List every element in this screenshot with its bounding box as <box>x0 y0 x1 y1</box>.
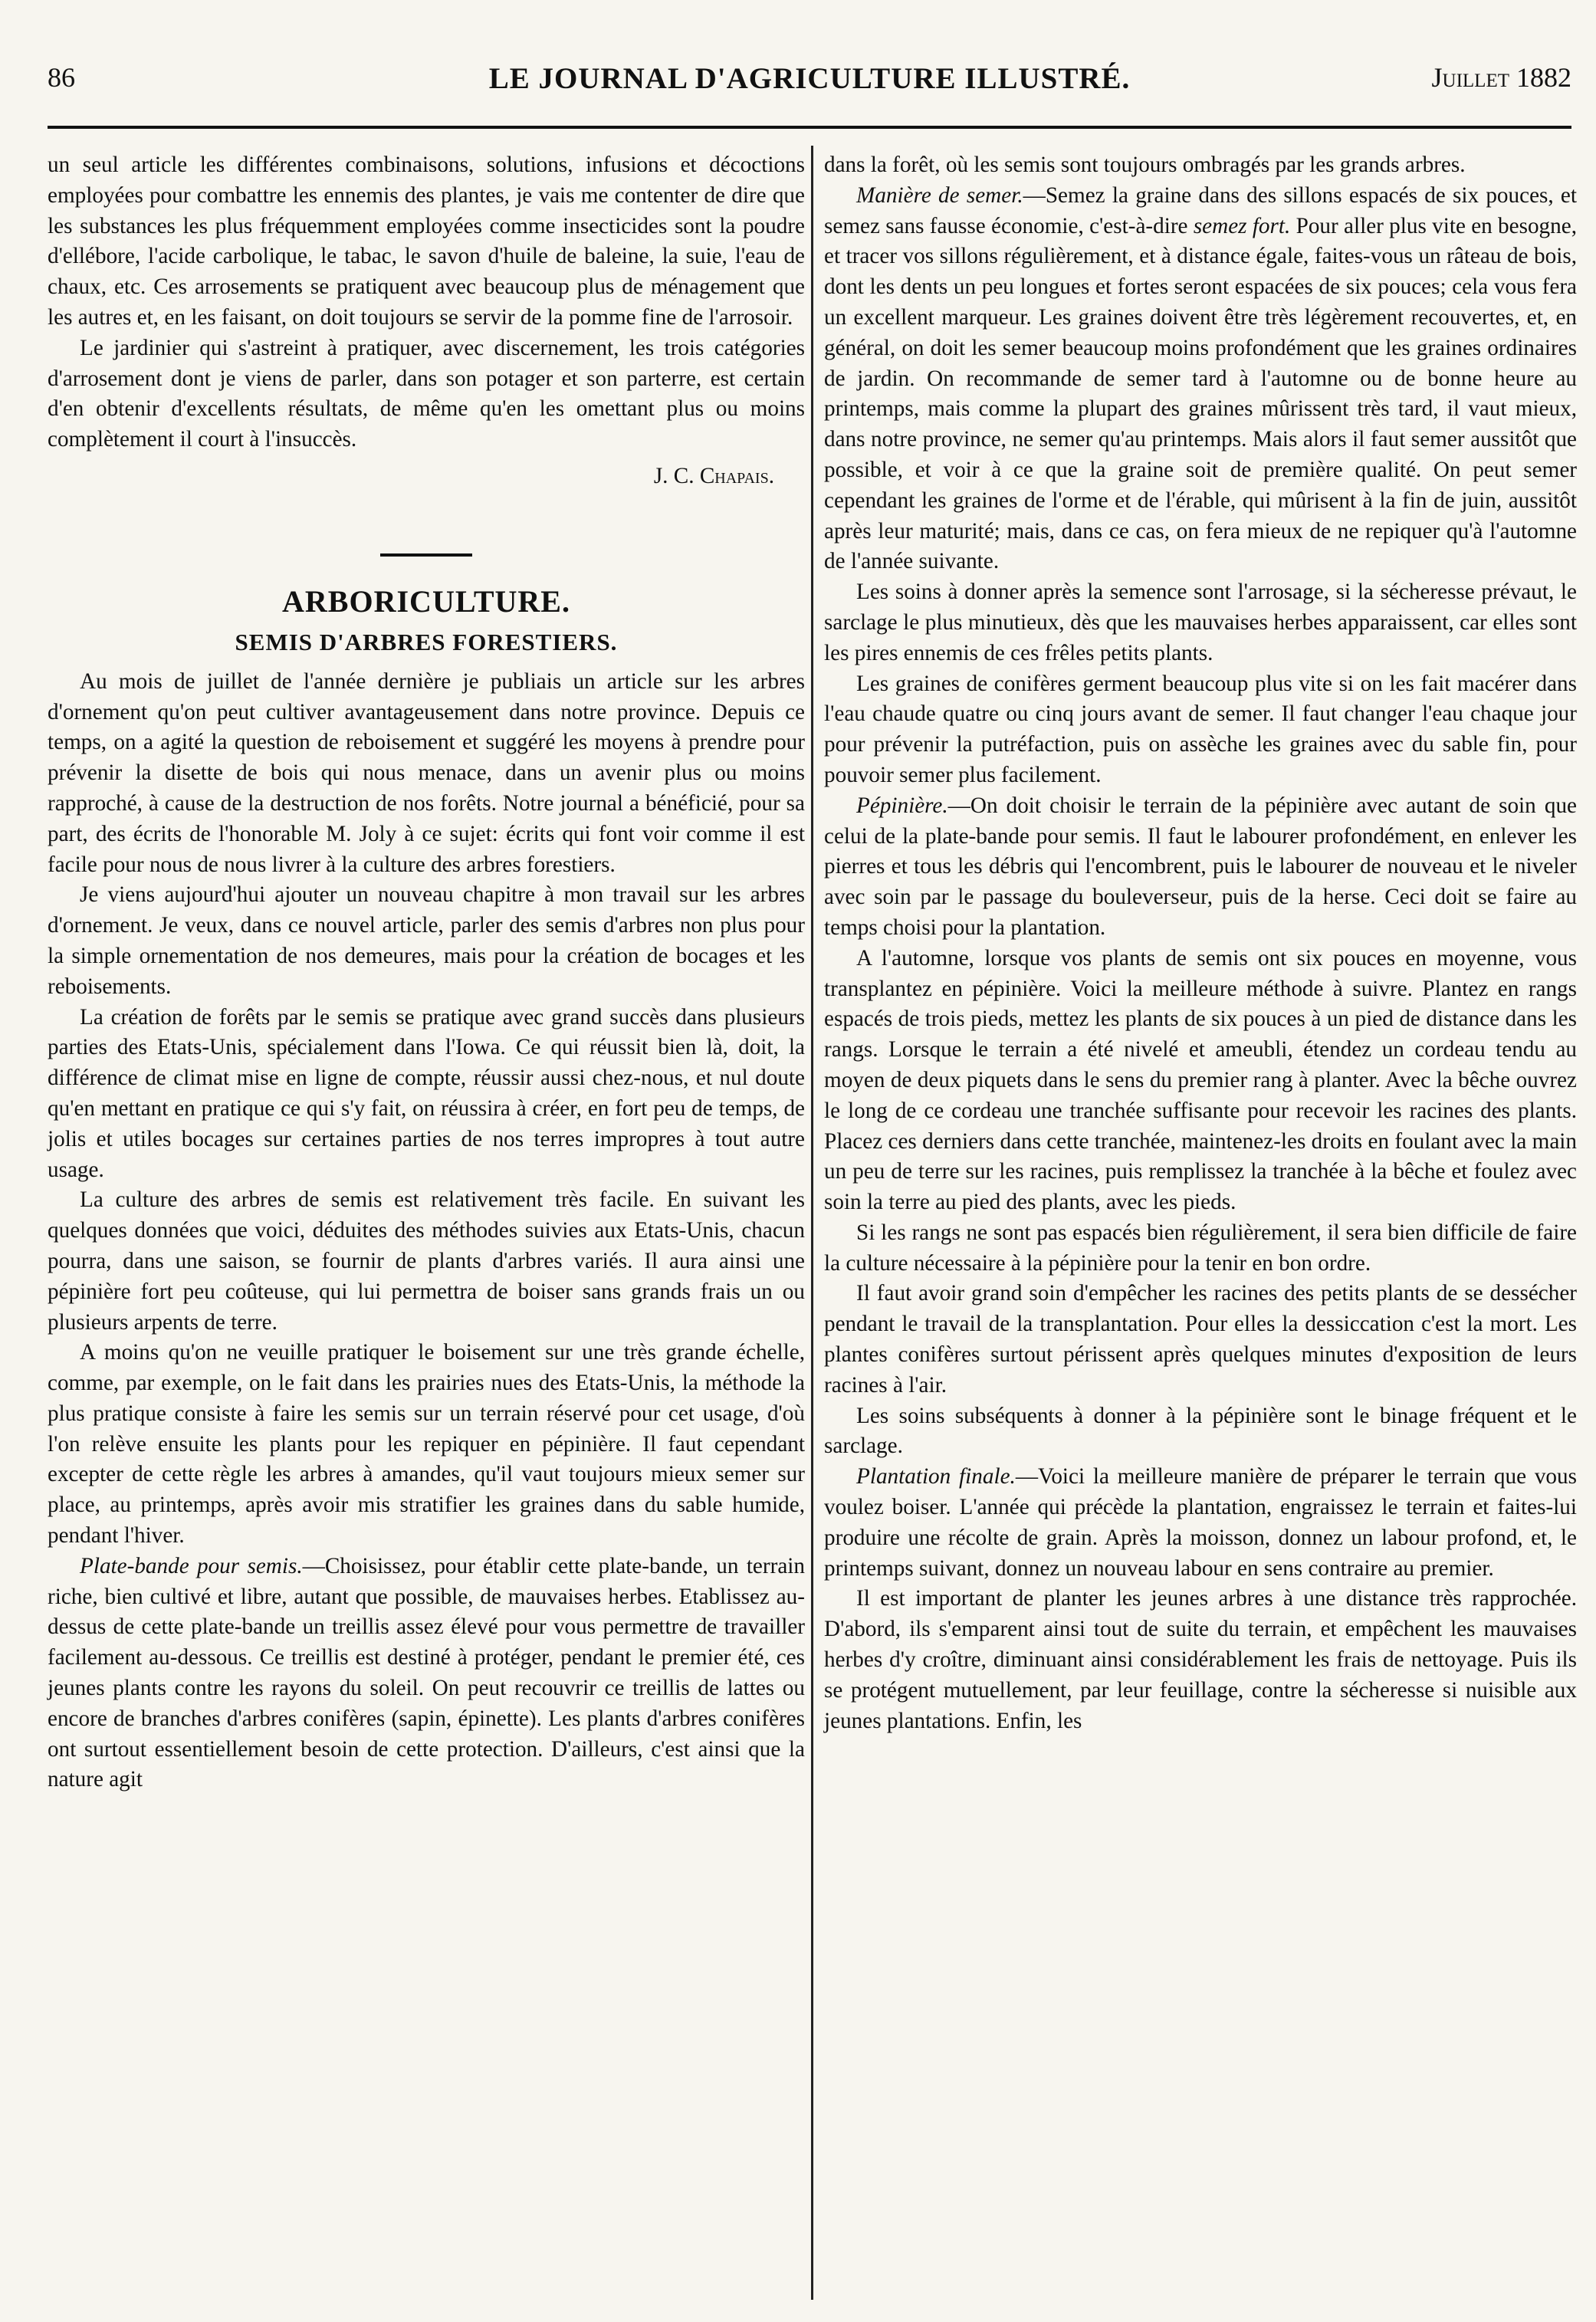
paragraph: La culture des arbres de semis est relativement très facile. En suivant les quelques données que voici, déduites des méthodes suivies aux Etats-Unis, chacun pourra, dans une saison, se fournir de plants d'arbres variés. Il aura ainsi une pépinière fort peu coûteuse, qui lui permettra de boiser sans grands frais un ou plusieurs arpents de terre. <box>48 1187 805 1335</box>
paragraph-body: —On doit choisir le terrain de la pépinière avec autant de soin que celui de la plate-bande pour semis. Il faut le labourer profondément, en enlever les pierres et tous les débris qui l'encombrent, puis le labourer de nouveau et le niveler avec soin par le passage du bouleverseur, puis de la herse. Ceci doit se faire au temps choisi pour la plantation. <box>824 793 1577 940</box>
paragraph: un seul article les différentes combinaisons, solutions, infusions et décoctions employées pour combattre les ennemis des plantes, je vais me contenter de dire que les substances les plus fréquemment employées comme insecticides sont la poudre d'ellébore, l'acide carbolique, le tabac, le savon d'huile de baleine, la suie, l'eau de chaux, etc. Ces arrosements se pratiquent avec beaucoup plus de ménagement que les autres et, en les faisant, on doit toujours se servir de la pomme fine de l'arrosoir. <box>48 153 805 330</box>
paragraph: A l'automne, lorsque vos plants de semis ont six pouces en moyenne, vous transplantez en pépinière. Voici la meilleure méthode à suivre. Plantez en rangs espacés de trois pieds, mettez les plants de six pouces à un pied de distance dans les rangs. Lorsque le terrain a été nivelé et ameubli, étendez un cordeau tendu au moyen de deux piquets dans le sens du premier rang à planter. Avec la bêche ouvrez le long de ce cordeau une tranchée suffisante pour recevoir les racines des plants. Placez ces derniers dans cette tranchée, maintenez-les droits en foulant avec la main un peu de terre sur les racines, puis remplissez la tranchée à la bêche et foulez avec soin la terre au pied des plants, avec les pieds. <box>824 945 1577 1215</box>
paragraph <box>824 181 1577 577</box>
paragraph-body: —Voici la meilleure manière de préparer le terrain que vous voulez boiser. L'année qui précède la plantation, engraissez le terrain et faites-lui produire une récolte de grain. Après la moisson, donnez un labour profond, et, le printemps suivant, donnez un nouveau labour en sens contraire au premier. <box>824 1464 1577 1581</box>
signature-initials: J. C. <box>653 463 695 488</box>
paragraph: La création de forêts par le semis se pratique avec grand succès dans plusieurs parties des Etats-Unis, spécialement dans l'Iowa. Ce qui réussit bien là, doit, la différence de climat mise en ligne de compte, réussir aussi chez-nous, et nul doute qu'en mettant en pratique ce qui s'y fait, on réussira à créer, en fort peu de temps, de jolis et utiles bocages sur certaines parties de nos terres impropres à tout autre usage. <box>48 1004 805 1182</box>
paragraph-lead: Plantation finale. <box>856 1464 1016 1489</box>
emphasis: semez fort. <box>1193 213 1291 238</box>
paragraph: A moins qu'on ne veuille pratiquer le boisement sur une très grande échelle, comme, par exemple, on le fait dans les prairies nues des Etats-Unis, la méthode la plus pratique consiste à faire les semis sur un terrain réservé pour cet usage, d'où l'on relève ensuite les plants pour les repiquer en pépinière. Il faut cependant excepter de cette règle les arbres à amandes, qu'il vaut toujours mieux semer sur place, au printemps, après avoir mis stratifier les graines dans du sable humide, pendant l'hiver. <box>48 1340 805 1549</box>
paragraph: Il faut avoir grand soin d'empêcher les racines des petits plants de se dessécher pendant le travail de la transplantation. Pour elles la dessiccation c'est la mort. Les plantes conifères surtout périssent après quelques minutes d'exposition de leurs racines à l'air. <box>824 1281 1577 1397</box>
paragraph-lead: Pépinière. <box>856 793 948 818</box>
issue-date: Juillet 1882 <box>1431 62 1571 93</box>
paragraph-body: Pour aller plus vite en besogne, et tracer vos sillons régulièrement, et à distance égale, faites-vous un râteau de bois, dont les dents un peu longues et fortes seront espacées de six pouces; cela vous fera un excellent marqueur. Les graines doivent être très légèrement recouvertes, et, en général, on doit les semer beaucoup moins profondément que les graines ordinaires de jardin. On recommande de semer tard à l'automne ou de bonne heure au printemps, mais comme la plupart des graines mûrissent très tard, il vaut mieux, dans notre province, ne semer qu'au printemps. Mais alors il faut semer aussitôt que possible, et voir à ce que la graine soit de première qualité. On peut semer cependant les graines de l'orme et de l'érable, qui mûrisent à la fin de juin, aussitôt après leur maturité; mais, dans ce cas, on fera mieux de ne repiquer qu'à l'automne de l'année suivante. <box>824 213 1578 574</box>
paragraph: Je viens aujourd'hui ajouter un nouveau chapitre à mon travail sur les arbres d'ornement. Je veux, dans ce nouvel article, parler des semis d'arbres non plus pour la simple ornementation de nos demeures, mais pour la création de bocages et les reboisements. <box>48 882 805 999</box>
section-subtitle: SEMIS D'ARBRES FORESTIERS. <box>235 628 618 655</box>
author-signature <box>48 461 774 492</box>
page-number: 86 <box>48 62 75 93</box>
column-divider <box>811 146 813 2300</box>
paragraph-body: —Choisissez, pour établir cette plate-bande, un terrain riche, bien cultivé et libre, autant que possible, de mauvaises herbes. Etablissez au-dessus de cette plate-bande un treillis assez élevé pour vous permettre de travailler facilement au-dessous. Ce treillis est destiné à protéger, pendant le premier été, ces jeunes plants contre les rayons du soleil. On peut recouvrir ce treillis de lattes ou encore de branches d'arbres conifères (sapin, épinette). Les plants d'arbres conifères ont surtout essentiellement besoin de cette protection. D'ailleurs, c'est ainsi que la nature agit <box>48 1553 805 1792</box>
header-rule <box>48 126 1571 129</box>
paragraph: Les soins à donner après la semence sont l'arrosage, si la sécheresse prévaut, le sarclage le plus minutieux, dès que les mauvaises herbes apparaissent, car elles sont les pires ennemis de ces frêles petits plants. <box>824 580 1577 665</box>
paragraph <box>824 791 1577 944</box>
section-separator <box>380 553 472 557</box>
left-column <box>48 150 805 1795</box>
paragraph <box>48 1552 805 1795</box>
right-column <box>824 150 1577 1736</box>
paragraph: Les soins subséquents à donner à la pépinière sont le binage fréquent et le sarclage. <box>824 1403 1577 1459</box>
signature-name: Chapais. <box>699 463 774 488</box>
paragraph-lead: Plate-bande pour semis. <box>80 1553 303 1578</box>
journal-title: LE JOURNAL D'AGRICULTURE ILLUSTRÉ. <box>488 62 1131 95</box>
paragraph-body: —Semez la graine dans des sillons espacés de six pouces, et semez sans fausse économie, c'est-à-dire <box>824 182 1578 238</box>
section-title: ARBORICULTURE. <box>282 583 570 619</box>
page-header <box>48 54 1571 115</box>
paragraph <box>824 1462 1577 1584</box>
paragraph: Le jardinier qui s'astreint à pratiquer, avec discernement, les trois catégories d'arrosement dont je viens de parler, dans son potager et son parterre, est certain d'en obtenir d'excellents résultats, de même qu'en les omettant plus ou moins complètement il court à l'insuccès. <box>48 335 805 452</box>
paragraph: Les graines de conifères germent beaucoup plus vite si on les fait macérer dans l'eau chaude quatre ou cinq jours avant de semer. Il faut changer l'eau chaque jour pour prévenir la putréfaction, puis on assèche les graines avec du sable fin, pour pouvoir semer plus facilement. <box>824 671 1577 787</box>
paragraph: Si les rangs ne sont pas espacés bien régulièrement, il sera bien difficile de faire la culture nécessaire à la pépinière pour la tenir en bon ordre. <box>824 1220 1577 1276</box>
paragraph: Au mois de juillet de l'année dernière je publiais un article sur les arbres d'ornement qu'on peut cultiver avantageusement dans notre province. Depuis ce temps, on a agité la question de reboisement et suggéré les moyens à prendre pour prévenir la disette de bois qui nous menace, dans un avenir plus ou moins rapproché, à cause de la destruction de nos forêts. Notre journal a bénéficié, pour sa part, des écrits de l'honorable M. Joly à ce sujet: écrits qui font voir comme il est facile pour nous de nous livrer à la culture des arbres forestiers. <box>48 668 805 877</box>
paragraph: dans la forêt, où les semis sont toujours ombragés par les grands arbres. <box>824 153 1466 177</box>
paragraph-lead: Manière de semer. <box>856 182 1023 208</box>
paragraph: Il est important de planter les jeunes arbres à une distance très rapprochée. D'abord, ils s'emparent ainsi tout de suite du terrain, et empêchent les mauvaises herbes d'y croître, diminuant ainsi considérablement les frais de nettoyage. Puis ils se protégent mutuellement, par leur feuillage, contre la sécheresse si nuisible aux jeunes plantations. Enfin, les <box>824 1586 1577 1733</box>
